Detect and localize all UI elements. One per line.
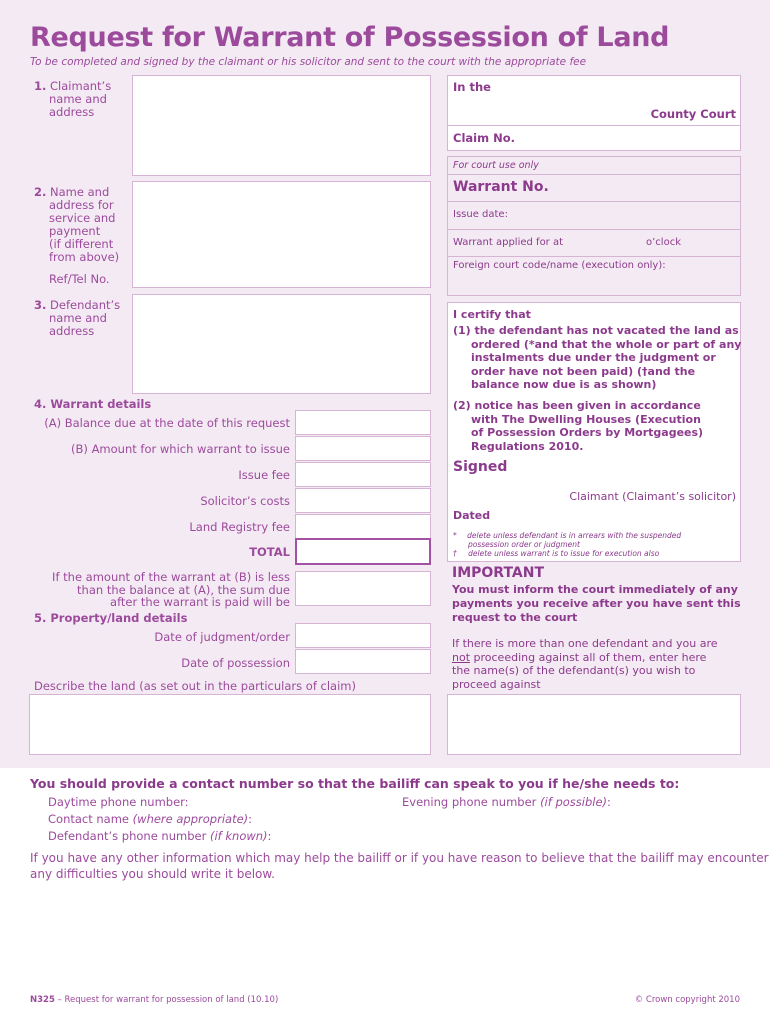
section-3-label: 3. Defendant’s name and address [34, 298, 121, 338]
total-field[interactable] [295, 538, 431, 565]
in-the-label: In the [453, 80, 491, 94]
balance-due-label: (A) Balance due at the date of this request [44, 416, 290, 430]
footnote-1: * delete unless defendant is in arrears with the suspended possession order or judgment [453, 531, 682, 549]
daytime-phone-label[interactable]: Daytime phone number: [48, 795, 189, 809]
issue-date-label: Issue date: [453, 209, 508, 220]
land-registry-fee-label: Land Registry fee [189, 520, 290, 534]
claimant-solicitor-label: Claimant (Claimant’s solicitor) [569, 490, 736, 503]
describe-land-field[interactable] [29, 694, 431, 755]
form-code-footer: N325 – Request for warrant for possession of land (10.10) [30, 995, 279, 1005]
defendant-phone-label[interactable]: Defendant’s phone number (if known): [48, 829, 272, 843]
certify-panel [447, 302, 741, 562]
contact-heading: You should provide a contact number so that the bailiff can speak to you if he/she needs to: [30, 776, 680, 791]
important-heading: IMPORTANT [452, 565, 545, 581]
warrant-no-label: Warrant No. [453, 179, 549, 195]
copyright-footer: © Crown copyright 2010 [634, 995, 740, 1005]
certify-para-1: (1) the defendant has not vacated the land as ordered (*and that the whole or part of any instalments due under the judgment or order have not been paid) (†and the balance now due is as shown) [453, 324, 742, 391]
court-use-panel [447, 156, 741, 296]
multiple-defendants-text: If there is more than one defendant and you are not proceeding against all of them, enter here the name(s) of the defendant(s) you wish to proceed against [452, 637, 718, 691]
issue-fee-field[interactable] [295, 462, 431, 487]
judgment-date-field[interactable] [295, 623, 431, 648]
applied-for-label: Warrant applied for at [453, 237, 564, 248]
evening-phone-label[interactable]: Evening phone number (if possible): [402, 795, 611, 809]
defendant-name-address-field[interactable] [132, 294, 431, 394]
footnote-2: † delete unless warrant is to issue for execution also [453, 549, 660, 558]
defendants-proceed-field[interactable] [447, 694, 741, 755]
judgment-date-label: Date of judgment/order [154, 630, 290, 644]
contact-name-label[interactable]: Contact name (where appropriate): [48, 812, 253, 826]
claimant-name-address-field[interactable] [132, 75, 431, 176]
issue-fee-label: Issue fee [238, 468, 290, 482]
warrant-amount-label: (B) Amount for which warrant to issue [71, 442, 290, 456]
service-address-field[interactable] [132, 181, 431, 288]
foreign-court-label: Foreign court code/name (execution only): [453, 260, 666, 271]
ref-tel-label: Ref/Tel No. [49, 272, 110, 286]
court-use-header: For court use only [453, 160, 539, 171]
balance-after-field[interactable] [295, 571, 431, 606]
possession-date-label: Date of possession [181, 656, 290, 670]
claim-no-label[interactable]: Claim No. [453, 131, 515, 145]
dated-label: Dated [453, 509, 491, 522]
other-information-text: If you have any other information which may help the bailiff or if you have reason to believe that the bailiff may encounter any difficulties you should write it below. [30, 851, 769, 881]
property-details-heading: 5. Property/land details [34, 611, 188, 625]
balance-due-field[interactable] [295, 410, 431, 435]
solicitors-costs-field[interactable] [295, 488, 431, 513]
solicitors-costs-label: Solicitor’s costs [200, 494, 290, 508]
section-2-label: 2. Name and address for service and payment (if different from above) [34, 185, 120, 264]
form-subtitle: To be completed and signed by the claimant or his solicitor and sent to the court with the appropriate fee [30, 56, 587, 68]
certify-heading: I certify that [453, 308, 531, 321]
important-notice: You must inform the court immediately of any payments you receive after you have sent this request to the court [452, 583, 741, 624]
warrant-amount-field[interactable] [295, 436, 431, 461]
oclock-label: o’clock [646, 237, 681, 248]
possession-date-field[interactable] [295, 649, 431, 674]
signed-label: Signed [453, 459, 508, 475]
section-1-label: 1. Claimant’s name and address [34, 79, 112, 119]
land-registry-fee-field[interactable] [295, 514, 431, 539]
form-title: Request for Warrant of Possession of Land [30, 22, 670, 53]
balance-after-label: If the amount of the warrant at (B) is less than the balance at (A), the sum due after the warrant is paid will be [52, 570, 290, 609]
describe-land-label: Describe the land (as set out in the particulars of claim) [34, 679, 356, 693]
warrant-details-heading: 4. Warrant details [34, 397, 152, 411]
total-label: TOTAL [249, 545, 290, 559]
certify-para-2: (2) notice has been given in accordance with The Dwelling Houses (Execution of Possession Orders by Mortgagees) Regulations 2010. [453, 399, 704, 453]
court-name-panel [447, 75, 741, 151]
county-court-label: County Court [650, 107, 736, 121]
